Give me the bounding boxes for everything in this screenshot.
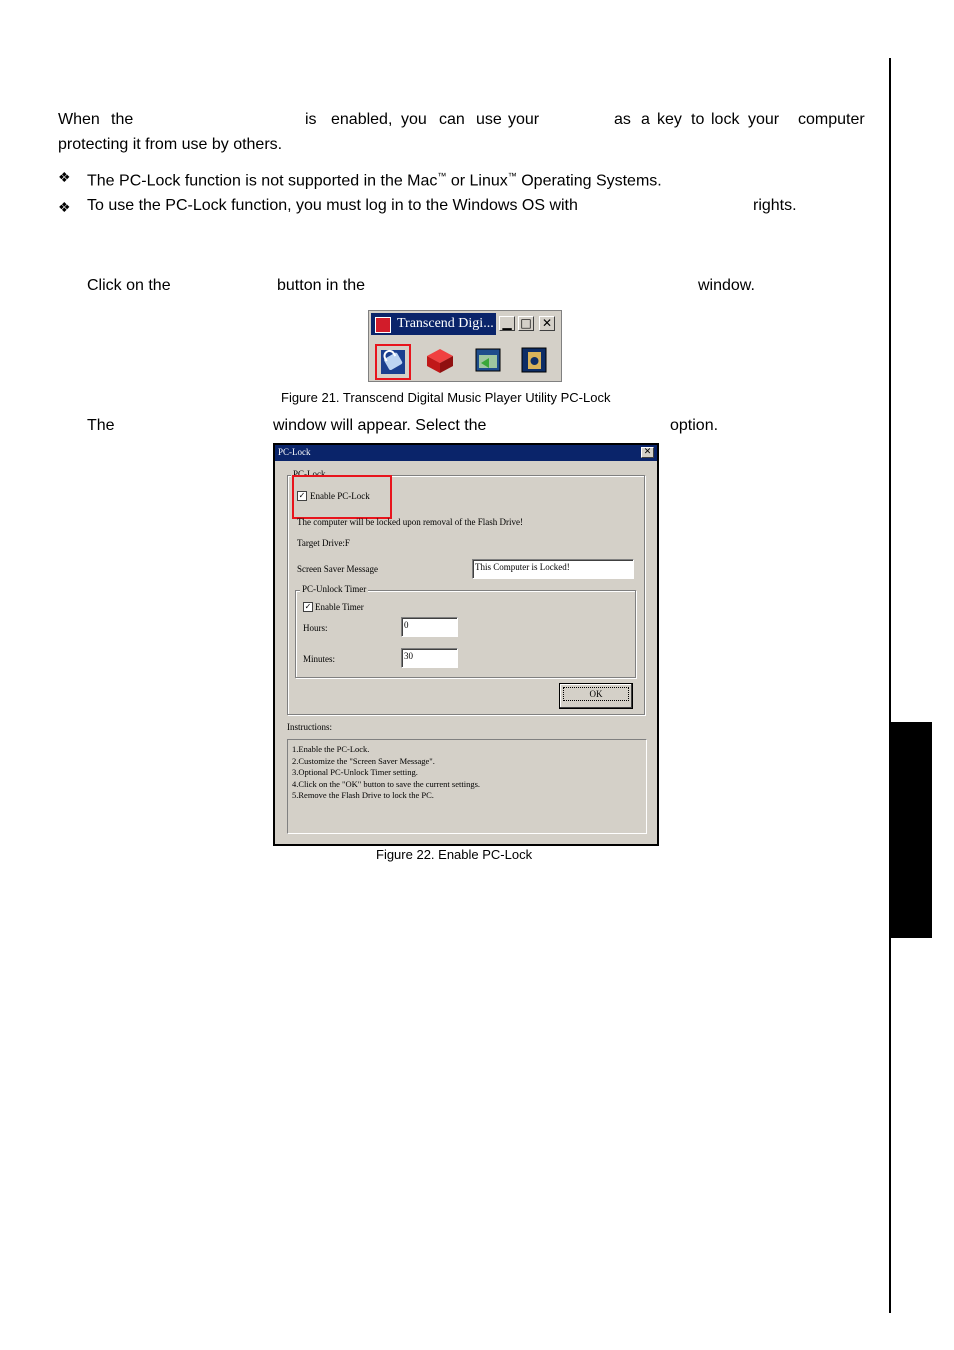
step1-text: Click on the <box>87 277 171 294</box>
intro-word: can <box>439 111 465 128</box>
instruction-line: 1.Enable the PC-Lock. <box>292 744 370 754</box>
step1-text: button in the <box>277 277 366 294</box>
instructions-box <box>287 739 647 834</box>
chapter-tab <box>891 722 932 938</box>
figure-22-caption: Figure 22. Enable PC-Lock <box>376 847 533 862</box>
highlight-box <box>292 475 392 519</box>
hours-input[interactable]: 0 <box>401 617 458 637</box>
screen-saver-input[interactable]: This Computer is Locked! <box>472 559 634 579</box>
format-button[interactable] <box>425 345 455 375</box>
intro-word: as <box>614 111 631 128</box>
dialog-titlebar <box>275 445 657 461</box>
intro-word: a <box>641 111 650 128</box>
step1-text: window. <box>698 277 755 294</box>
intro-word: to <box>691 111 705 128</box>
timer-group-label: PC-Unlock Timer <box>302 584 367 594</box>
instruction-line: 5.Remove the Flash Drive to lock the PC. <box>292 790 434 800</box>
note-admin-rights: rights. <box>753 197 797 214</box>
pc-lock-button[interactable] <box>375 344 411 380</box>
enable-timer-label: Enable Timer <box>315 602 364 612</box>
note-text: The PC-Lock function is not supported in the Mac <box>87 172 438 190</box>
minutes-input[interactable]: 30 <box>401 648 458 668</box>
dialog-close-button[interactable]: ✕ <box>641 447 654 458</box>
screen-saver-label: Screen Saver Message <box>297 564 378 574</box>
intro-word: you <box>401 111 427 128</box>
step2-text: option. <box>670 417 719 434</box>
lock-notice: The computer will be locked upon removal of the Flash Drive! <box>297 517 523 527</box>
step2-text: The <box>87 417 115 434</box>
disk-button[interactable] <box>519 345 549 375</box>
pc-lock-group-label: PC-Lock <box>293 469 326 479</box>
bullet-icon: ❖ <box>58 169 71 185</box>
target-drive: Target Drive:F <box>297 538 350 548</box>
intro-line-2: protecting it from use by others. <box>58 136 283 153</box>
transcend-app-icon <box>375 317 391 333</box>
window-arrow-icon <box>473 345 503 375</box>
bullet-icon: ❖ <box>58 199 71 215</box>
minutes-label: Minutes: <box>303 654 336 664</box>
intro-word: use <box>476 111 502 128</box>
minimize-button[interactable]: ▁ <box>499 316 515 331</box>
dialog-title: PC-Lock <box>278 447 311 457</box>
enable-pc-lock-label: Enable PC-Lock <box>310 491 370 501</box>
intro-word: When <box>58 111 100 128</box>
close-button[interactable]: ✕ <box>539 316 555 331</box>
ok-button[interactable] <box>559 683 633 709</box>
partition-button[interactable] <box>473 345 503 375</box>
maximize-button[interactable]: □ <box>518 316 534 331</box>
instruction-line: 3.Optional PC-Unlock Timer setting. <box>292 767 418 777</box>
note-mac-linux <box>87 166 662 191</box>
intro-word: key <box>657 111 682 128</box>
intro-word: your <box>508 111 540 128</box>
padlock-icon <box>380 349 406 375</box>
step2-text: window will appear. Select the <box>273 417 487 434</box>
instructions-label: Instructions: <box>287 722 332 732</box>
enable-timer-checkbox[interactable]: ✓ <box>304 602 312 611</box>
intro-word: your <box>748 111 780 128</box>
note-text: Operating Systems. <box>516 172 662 190</box>
page-margin-rule <box>889 58 891 1313</box>
trademark: ™ <box>507 171 517 181</box>
intro-word: the <box>111 111 134 128</box>
red-cube-icon <box>425 345 455 375</box>
instruction-line: 2.Customize the "Screen Saver Message". <box>292 755 435 766</box>
figure-21-caption: Figure 21. Transcend Digital Music Player Utility PC-Lock <box>281 390 611 405</box>
toolbar-title: Transcend Digi... <box>397 316 494 331</box>
trademark: ™ <box>437 171 447 181</box>
intro-word: enabled, <box>331 111 393 128</box>
disk-icon <box>519 345 549 375</box>
ok-button-label: OK <box>563 687 629 701</box>
toolbar-titlebar <box>371 313 496 335</box>
intro-word: is <box>305 111 317 128</box>
note-text: or Linux <box>446 172 508 190</box>
intro-word: computer <box>798 111 865 128</box>
note-admin: To use the PC-Lock function, you must log in to the Windows OS with <box>87 197 578 214</box>
utility-toolbar-window <box>368 310 562 382</box>
enable-pc-lock-checkbox[interactable]: ✓ <box>298 491 306 500</box>
hours-label: Hours: <box>303 623 328 633</box>
intro-word: lock <box>711 111 740 128</box>
instruction-line: 4.Click on the "OK" button to save the current settings. <box>292 778 481 789</box>
pc-lock-dialog <box>273 443 659 846</box>
